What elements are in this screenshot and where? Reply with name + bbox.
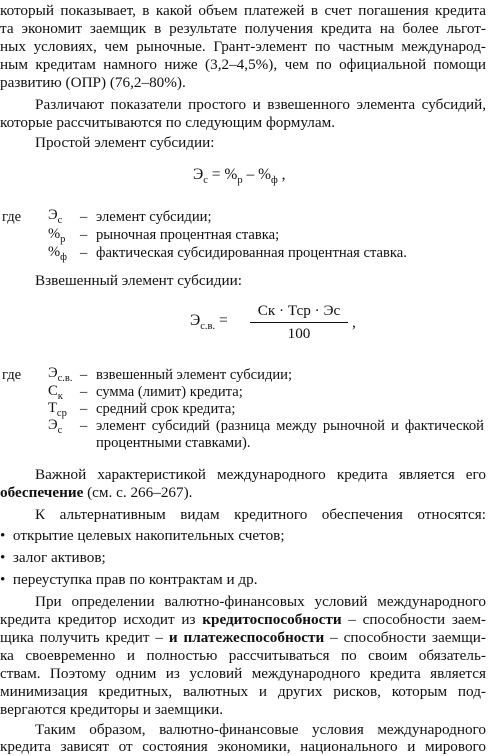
p5-line-7: вергаются кредиторы и заемщики.: [0, 701, 224, 718]
defs2-sym-1: $Э_{с.в.}$: [48, 365, 73, 384]
formula1-p-sub: р: [237, 175, 243, 186]
p3-line-1: Важной характеристикой международного кредита является его: [35, 466, 486, 483]
formula2-denominator: 100: [287, 325, 311, 342]
p1-line-2: та экономит заемщик в результате получения кредита на более льгот-: [0, 20, 486, 37]
formula1-lhs-sub: с: [203, 175, 208, 186]
defs2-text-4-cont: процентными ставками).: [96, 435, 251, 451]
defs1-dash-2: –: [80, 227, 88, 243]
bullet-icon: •: [0, 571, 13, 588]
p1-line-3: ных условиях, чем рыночные. Грант-элемент по частным международ-: [0, 38, 486, 55]
p6-line-2: кредита зависят от состояния экономики, национального и мирового: [0, 738, 486, 755]
formula2-end: ,: [352, 314, 356, 331]
defs2-dash-3: –: [80, 401, 88, 417]
defs1-text-1: элемент субсидии;: [96, 209, 212, 225]
defs2-sym-4: $Э_с$: [48, 417, 63, 436]
defs2-text-1: взвешенный элемент субсидии;: [96, 367, 293, 383]
defs1-where: где: [2, 209, 22, 225]
defs1-sym-1: $Э_с$: [48, 207, 63, 226]
defs1-text-3: фактическая субсидированная процентная ставка.: [96, 245, 407, 261]
p5-line-4: ка своевременно и полностью рассчитываться по своим обязатель-: [0, 647, 486, 664]
p6-line-1: Таким образом, валютно-финансовые условия международного: [35, 721, 486, 738]
obespechenie-term: обеспечение: [0, 484, 84, 501]
formula-simple: [193, 166, 286, 186]
p5-line-2: кредита кредитор исходит из кредитоспособности – способности заем-: [0, 611, 486, 628]
formula2-lhs: $Э_{с.в.}$ =: [190, 312, 228, 332]
defs1-sym-2: $\%_р$: [48, 226, 66, 245]
formula1-f-sub: ф: [270, 175, 278, 186]
formula1-eq: = %: [207, 166, 238, 183]
bullet-icon: •: [0, 549, 13, 566]
defs2-dash-4: –: [80, 418, 88, 434]
formula2-numerator: Ск · Тср · Эс: [257, 302, 341, 319]
defs2-dash-1: –: [80, 367, 88, 383]
p2-line-2: которые рассчитываются по следующим формулам.: [0, 114, 336, 131]
defs2-sym-3: $Т_{ср}$: [48, 400, 67, 419]
defs2-sym-2: $С_к$: [48, 383, 63, 402]
defs1-sym-3: $\%_ф$: [48, 244, 67, 263]
defs1-dash-1: –: [80, 209, 88, 225]
defs2-text-3: средний срок кредита;: [96, 401, 236, 417]
formula1-lhs: Э: [193, 166, 204, 183]
defs1-text-2: рыночная процентная ставка;: [96, 227, 280, 243]
defs2-text-4: элемент субсидий (разница между рыночной и фактической: [96, 418, 484, 434]
formula1-end: ,: [277, 166, 286, 183]
bullet-item-1: • открытие целевых накопительных счетов;: [0, 527, 285, 544]
p5-line-3: щика получить кредит – и платежеспособности – способности заемщи-: [0, 629, 486, 646]
bullet-item-2: • залог активов;: [0, 549, 106, 566]
fraction-bar: [250, 322, 348, 323]
p1-line-4: ным кредитам намного ниже (3,2–4,5%), чем по официальной помощи: [0, 56, 486, 73]
p5-line-6: минимизация кредитных, валютных и других рисков, которым под-: [0, 683, 486, 700]
bullet-item-3: • переуступка прав по контрактам и др.: [0, 571, 258, 588]
defs2-dash-2: –: [80, 384, 88, 400]
p2-line-1: Различают показатели простого и взвешенного элемента субсидий,: [35, 96, 486, 113]
defs1-dash-3: –: [80, 245, 88, 261]
solvency-term: и платежеспособности: [168, 629, 325, 646]
p1-line-5: развитию (ОПР) (76,2–80%).: [0, 74, 186, 91]
creditworthiness-term: кредитоспособности: [202, 611, 342, 628]
bullet-icon: •: [0, 527, 13, 544]
weighted-heading: Взвешенный элемент субсидии:: [35, 272, 242, 289]
defs2-text-2: сумма (лимит) кредита;: [96, 384, 243, 400]
p3-line-2: обеспечение (см. с. 266–267).: [0, 484, 193, 501]
p1-line-1: который показывает, в какой объем платежей в счет погашения кредита: [0, 2, 486, 19]
p4-line: К альтернативным видам кредитного обеспечения относятся:: [35, 506, 486, 523]
simple-heading: Простой элемент субсидии:: [35, 134, 215, 151]
p5-line-1: При определении валютно-финансовых условий международного: [35, 593, 486, 610]
p5-line-5: ствам. Поэтому одним из условий международного кредита является: [0, 665, 486, 682]
defs2-where: где: [2, 367, 22, 383]
formula1-minus: – %: [242, 166, 271, 183]
